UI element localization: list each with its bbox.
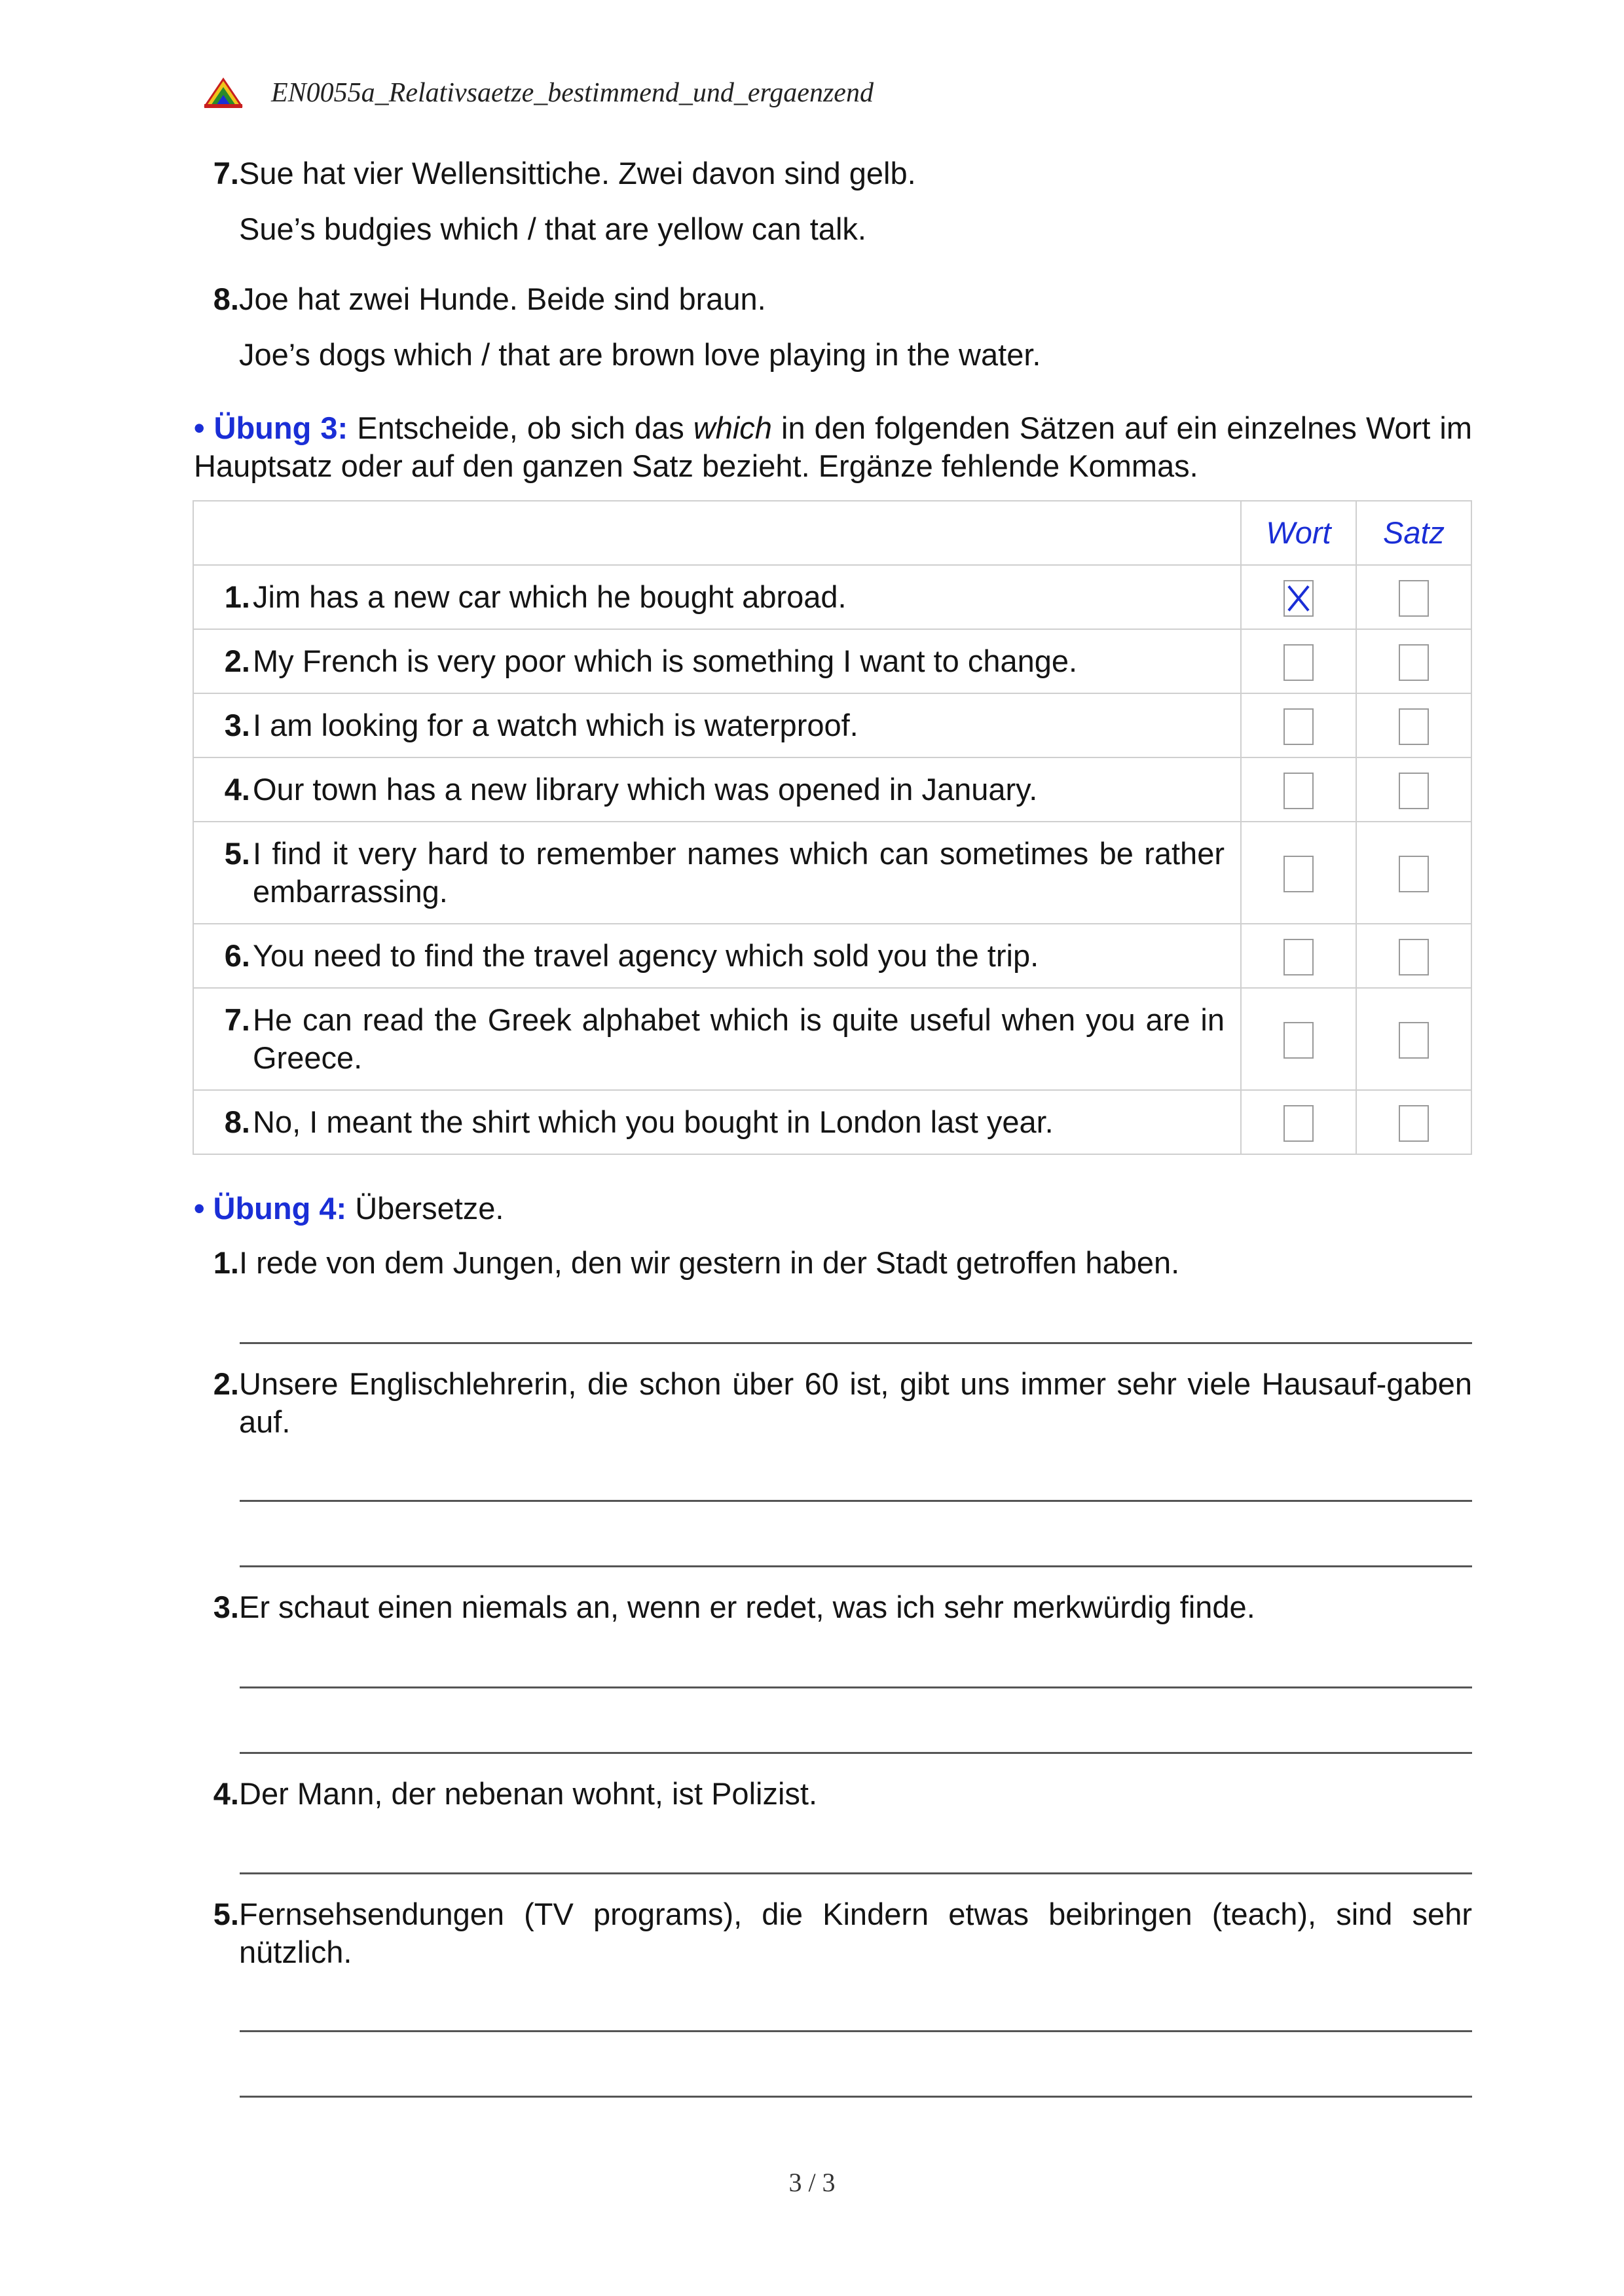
row-sentence: No, I meant the shirt which you bought in London last year. <box>253 1104 1054 1139</box>
item-number: 7. <box>213 156 239 191</box>
answer-line[interactable] <box>240 1565 1472 1567</box>
item-prompt: Joe hat zwei Hunde. Beide sind braun. <box>239 282 766 316</box>
row-number: 4. <box>224 772 250 807</box>
row-number: 2. <box>224 644 250 678</box>
checkbox-satz[interactable] <box>1399 856 1429 892</box>
row-sentence: My French is very poor which is something I want to change. <box>253 644 1078 678</box>
row-number: 8. <box>224 1104 250 1139</box>
item-prompt: Unsere Englischlehrerin, die schon über 60 ist, gibt uns immer sehr viele Hausauf-gaben auf. <box>239 1366 1472 1439</box>
checkbox-wort[interactable] <box>1283 1105 1314 1142</box>
item-prompt: Fernsehsendungen (TV programs), die Kindern etwas beibringen (teach), sind sehr nützlich. <box>239 1897 1472 1969</box>
answer-line[interactable] <box>240 2030 1472 2032</box>
table-header-row <box>193 501 1471 565</box>
prev-item-7 <box>200 155 1472 248</box>
translate-item-4 <box>200 1775 1472 1813</box>
item-answer: Sue’s budgies which / that are yellow can talk. <box>239 211 866 246</box>
document-id: EN0055a_Relativsaetze_bestimmend_und_ergaenzend <box>271 78 874 108</box>
answer-line[interactable] <box>240 1752 1472 1754</box>
item-number: 3. <box>213 1590 239 1624</box>
exercise-3-label: • Übung 3: <box>194 410 348 445</box>
checkbox-wort[interactable] <box>1283 580 1314 617</box>
row-sentence: I am looking for a watch which is waterproof. <box>253 708 858 742</box>
checkbox-wort[interactable] <box>1283 939 1314 975</box>
answer-line[interactable] <box>240 2096 1472 2098</box>
table-row <box>193 924 1471 988</box>
prev-item-8 <box>200 280 1472 374</box>
table-row <box>193 629 1471 693</box>
translate-item-5 <box>200 1895 1472 1971</box>
item-prompt: Er schaut einen niemals an, wenn er redet, was ich sehr merkwürdig finde. <box>239 1590 1255 1624</box>
checkbox-satz[interactable] <box>1399 708 1429 745</box>
table-row <box>193 757 1471 822</box>
item-number: 4. <box>213 1776 239 1811</box>
item-prompt: Der Mann, der nebenan wohnt, ist Polizist. <box>239 1776 818 1811</box>
exercise-4-instruction <box>194 1190 1472 1228</box>
page-number: 3 / 3 <box>788 2168 836 2197</box>
instruction-text: Übersetze. <box>346 1191 504 1226</box>
header-blank <box>193 501 1241 565</box>
table-row <box>193 988 1471 1090</box>
checkbox-satz[interactable] <box>1399 773 1429 809</box>
item-number: 2. <box>213 1366 239 1401</box>
instruction-keyword: which <box>693 410 772 445</box>
translate-item-1 <box>200 1244 1472 1282</box>
translate-item-3 <box>200 1588 1472 1626</box>
checkbox-satz[interactable] <box>1399 1105 1429 1142</box>
item-answer: Joe’s dogs which / that are brown love playing in the water. <box>239 337 1041 372</box>
column-header-wort: Wort <box>1241 501 1356 565</box>
checkbox-wort[interactable] <box>1283 708 1314 745</box>
checkbox-wort[interactable] <box>1283 1022 1314 1059</box>
row-number: 3. <box>224 708 250 742</box>
checkbox-wort[interactable] <box>1283 856 1314 892</box>
answer-line[interactable] <box>240 1500 1472 1502</box>
item-number: 8. <box>213 282 239 316</box>
answer-line[interactable] <box>240 1686 1472 1688</box>
row-sentence: You need to find the travel agency which sold you the trip. <box>253 938 1039 973</box>
checkbox-wort[interactable] <box>1283 773 1314 809</box>
item-number: 5. <box>213 1897 239 1931</box>
row-number: 7. <box>224 1002 250 1037</box>
translate-item-2 <box>200 1365 1472 1441</box>
row-sentence: I find it very hard to remember names which can sometimes be rather embarrassing. <box>253 836 1225 909</box>
table-row <box>193 822 1471 924</box>
checkbox-satz[interactable] <box>1399 580 1429 617</box>
instruction-text: Entscheide, ob sich das <box>348 410 693 445</box>
row-number: 1. <box>224 579 250 614</box>
exercise-3-instruction <box>194 409 1472 485</box>
item-prompt: Sue hat vier Wellensittiche. Zwei davon sind gelb. <box>239 156 916 191</box>
page-header <box>203 73 874 113</box>
item-number: 1. <box>213 1245 239 1280</box>
answer-line[interactable] <box>240 1872 1472 1874</box>
exercise-4-label: • Übung 4: <box>194 1191 347 1226</box>
row-sentence: He can read the Greek alphabet which is quite useful when you are in Greece. <box>253 1002 1225 1075</box>
table-row <box>193 565 1471 629</box>
row-number: 6. <box>224 938 250 973</box>
table-row <box>193 1090 1471 1154</box>
instruction-text: in den folgenden Sätzen auf ein einzelnes Wort im Hauptsatz oder auf den ganzen Satz bezieht. Ergänze fehlende Kommas. <box>194 410 1472 483</box>
table-row <box>193 693 1471 757</box>
item-prompt: I rede von dem Jungen, den wir gestern in der Stadt getroffen haben. <box>239 1245 1180 1280</box>
answer-line[interactable] <box>240 1342 1472 1344</box>
column-header-satz: Satz <box>1356 501 1471 565</box>
logo-icon <box>203 77 244 109</box>
checkbox-satz[interactable] <box>1399 644 1429 681</box>
exercise-3-table <box>193 500 1472 1155</box>
checkbox-satz[interactable] <box>1399 939 1429 975</box>
row-sentence: Our town has a new library which was opened in January. <box>253 772 1038 807</box>
row-number: 5. <box>224 836 250 871</box>
checkbox-wort[interactable] <box>1283 644 1314 681</box>
checkbox-satz[interactable] <box>1399 1022 1429 1059</box>
row-sentence: Jim has a new car which he bought abroad. <box>253 579 847 614</box>
